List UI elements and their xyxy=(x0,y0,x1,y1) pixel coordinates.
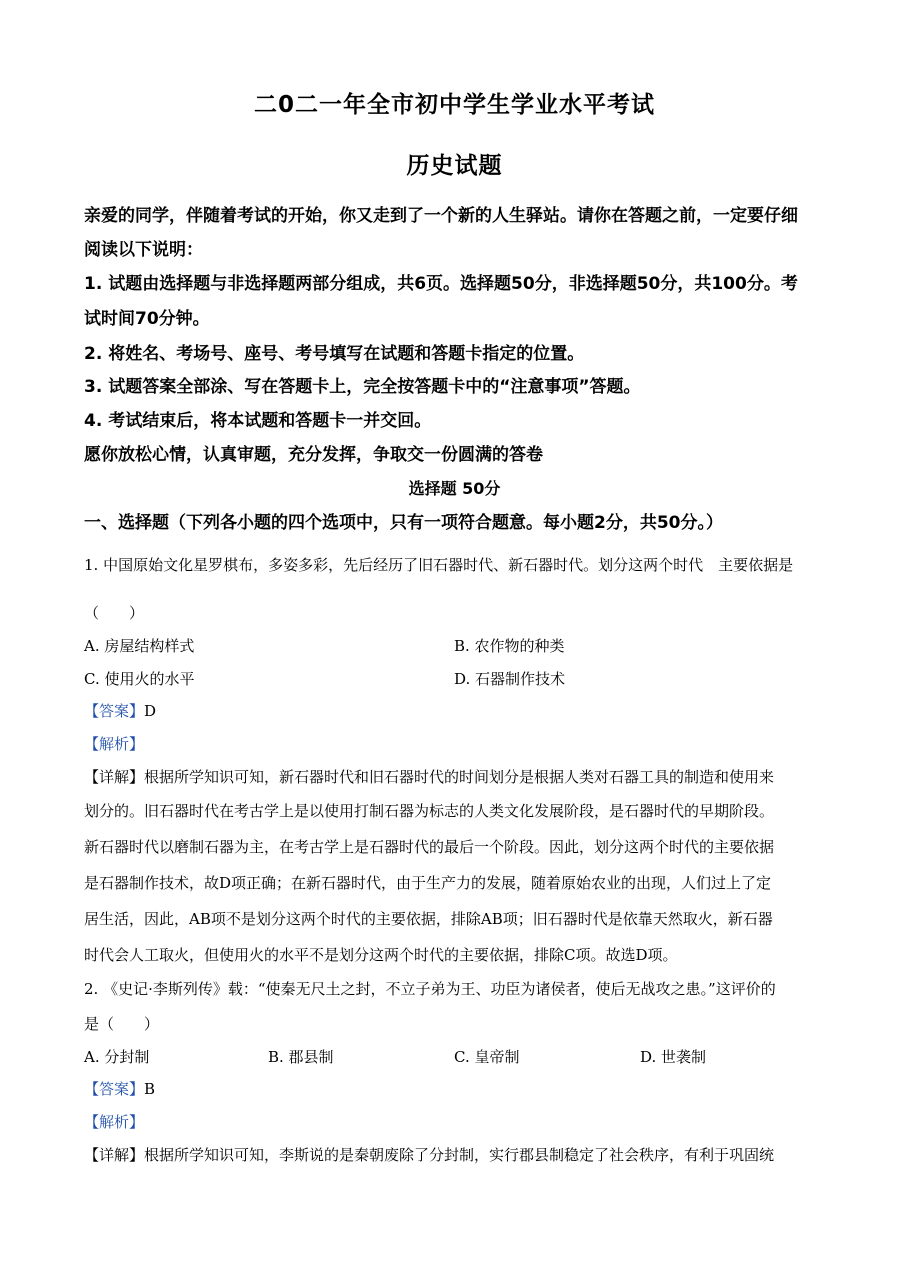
q1-stem: 1. 中国原始文化星罗棋布，多姿多彩，先后经历了旧石器时代、新石器时代。划分这两个时代 主要依据是 xyxy=(84,556,794,574)
q1-detail-label: 【详解】 xyxy=(84,768,145,786)
section-title: 一、选择题（下列各小题的四个选项中，只有一项符合题意。每小题2分，共50分。） xyxy=(84,513,723,533)
q1-detail-text-1: 根据所学知识可知，新石器时代和旧石器时代的时间划分是根据人类对石器工具的制造和使用来 xyxy=(144,768,775,786)
q1-option-c: C. 使用火的水平 xyxy=(84,670,195,688)
q1-option-a: A. 房屋结构样式 xyxy=(84,637,195,655)
q1-detail-line-5: 居生活，因此，AB项不是划分这两个时代的主要依据，排除AB项；旧石器时代是依靠天然取火，新石器 xyxy=(84,910,773,928)
q2-analysis-label: 【解析】 xyxy=(84,1113,145,1131)
q2-option-b: B. 郡县制 xyxy=(268,1048,334,1066)
q2-answer-value: B xyxy=(144,1080,156,1098)
q2-option-d: D. 世袭制 xyxy=(640,1048,707,1066)
q1-detail-line-1 xyxy=(84,766,774,787)
q2-stem: 2. 《史记·李斯列传》载：“使秦无尺土之封，不立子弟为王、功臣为诸侯者，使后无战攻之患。”这评价的 xyxy=(84,980,776,998)
instruction-1-line-1: 1. 试题由选择题与非选择题两部分组成，共6页。选择题50分，非选择题50分，共100分。考 xyxy=(84,274,798,294)
section-heading: 选择题 50分 xyxy=(408,479,501,498)
instruction-3: 3. 试题答案全部涂、写在答题卡上，完全按答题卡中的“注意事项”答题。 xyxy=(84,377,641,397)
q1-detail-line-3: 新石器时代以磨制石器为主，在考古学上是石器时代的最后一个阶段。因此，划分这两个时代的主要依据 xyxy=(84,838,775,856)
instruction-1-line-2: 试时间70分钟。 xyxy=(84,309,210,329)
intro-line-2: 阅读以下说明： xyxy=(84,240,203,260)
instruction-2: 2. 将姓名、考场号、座号、考号填写在试题和答题卡指定的位置。 xyxy=(84,344,585,364)
q1-detail-line-6: 时代会人工取火，但使用火的水平不是划分这两个时代的主要依据，排除C项。故选D项。 xyxy=(84,946,678,964)
q1-paren: （ ） xyxy=(84,604,145,622)
q2-option-c: C. 皇帝制 xyxy=(454,1048,520,1066)
exam-title: 二0二一年全市初中学生学业水平考试 xyxy=(253,92,655,118)
q1-detail-line-2: 划分的。旧石器时代在考古学上是以使用打制石器为标志的人类文化发展阶段，是石器时代的早期阶段。 xyxy=(84,802,775,820)
q2-answer-label: 【答案】 xyxy=(84,1080,145,1098)
instruction-4: 4. 考试结束后，将本试题和答题卡一并交回。 xyxy=(84,411,432,431)
q1-answer xyxy=(84,700,156,721)
q2-detail-text-1: 根据所学知识可知，李斯说的是秦朝废除了分封制，实行郡县制稳定了社会秩序，有利于巩固统 xyxy=(144,1146,775,1164)
q1-answer-label: 【答案】 xyxy=(84,702,145,720)
q1-option-b: B. 农作物的种类 xyxy=(454,637,565,655)
q2-stem-line-2: 是（ ） xyxy=(84,1015,160,1033)
q1-option-d: D. 石器制作技术 xyxy=(454,670,566,688)
q1-analysis-label: 【解析】 xyxy=(84,735,145,753)
q1-detail-line-4: 是石器制作技术，故D项正确；在新石器时代，由于生产力的发展，随着原始农业的出现，人们过上了定 xyxy=(84,874,772,892)
wish-line: 愿你放松心情，认真审题，充分发挥，争取交一份圆满的答卷 xyxy=(84,445,543,465)
q2-answer xyxy=(84,1078,155,1099)
q2-detail-label: 【详解】 xyxy=(84,1146,145,1164)
exam-subtitle: 历史试题 xyxy=(406,153,503,179)
intro-line-1: 亲爱的同学，伴随着考试的开始，你又走到了一个新的人生驿站。请你在答题之前，一定要仔细 xyxy=(84,206,798,226)
q1-answer-value: D xyxy=(144,702,157,720)
q2-detail-line-1 xyxy=(84,1144,774,1165)
q2-option-a: A. 分封制 xyxy=(84,1048,150,1066)
